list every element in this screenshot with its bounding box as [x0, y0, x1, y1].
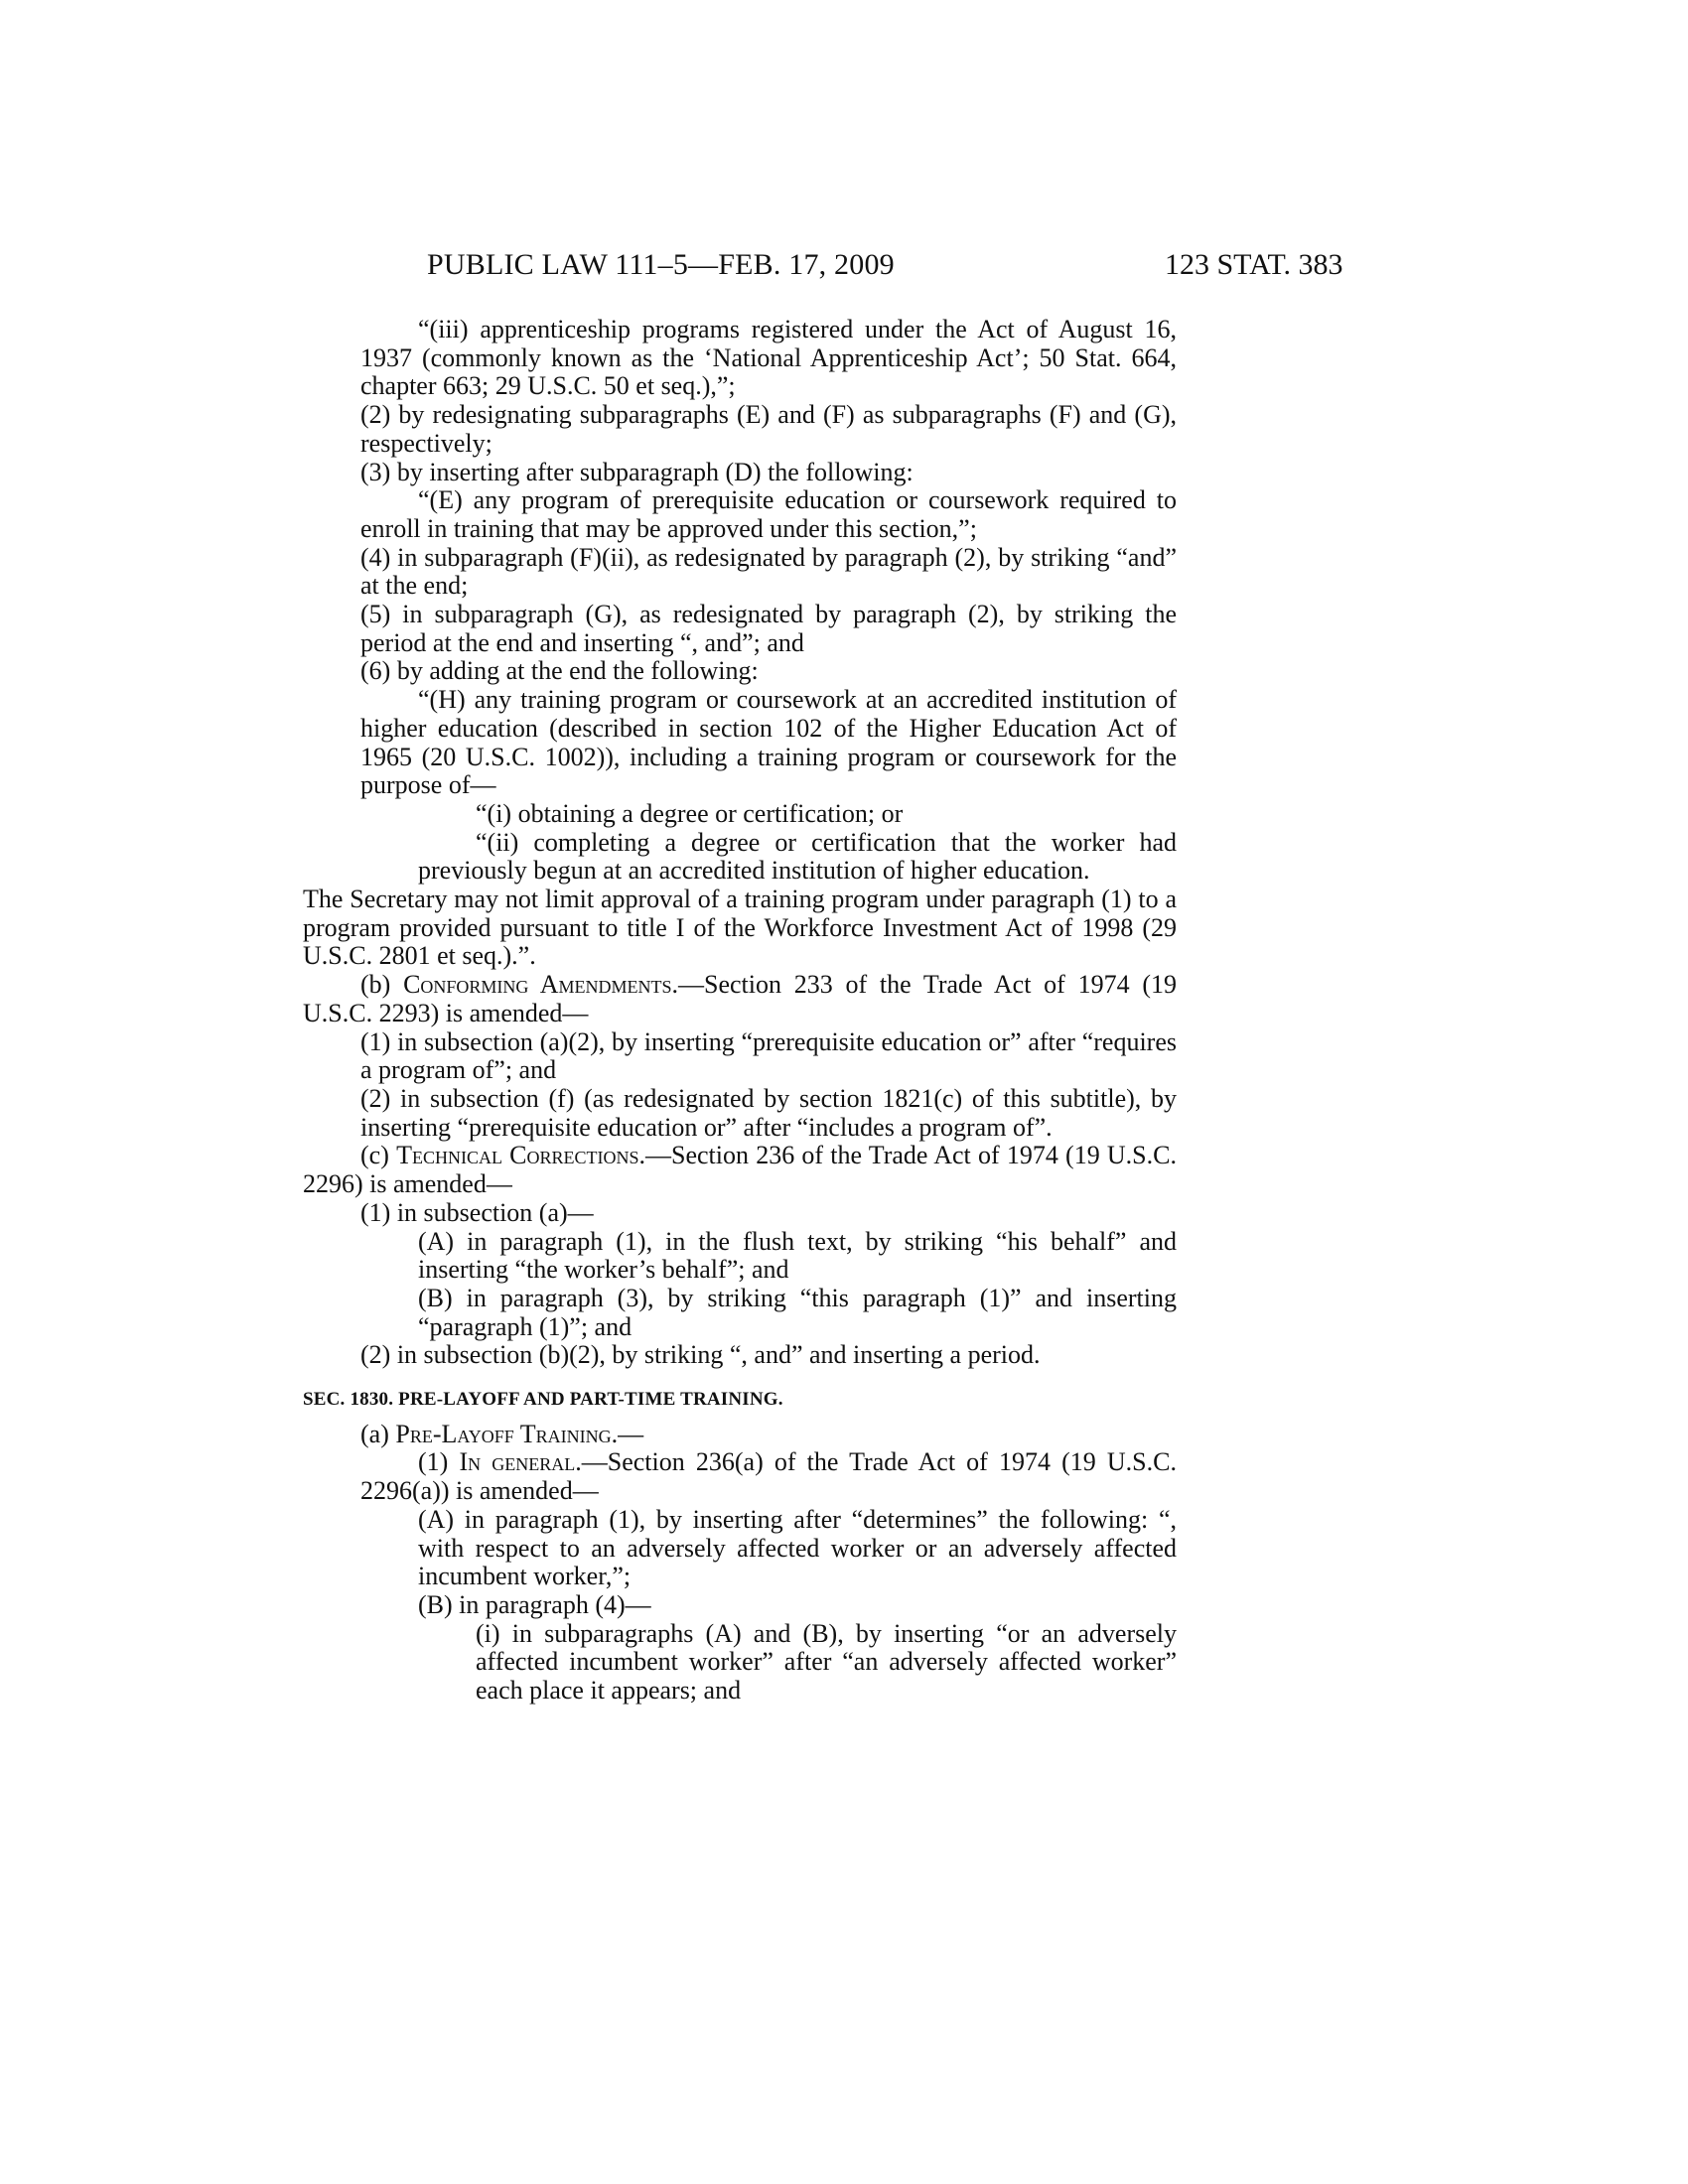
subsection-b-1: (1) in subsection (a)(2), by inserting “prerequisite education or” after “requires a program of”; and	[360, 1026, 1177, 1085]
subsection-c-1-A: (A) in paragraph (1), in the flush text, by striking “his behalf” and inserting “the worker’s behalf”; and	[418, 1226, 1177, 1285]
paragraph-H-ii: “(ii) completing a degree or certification that the worker had previously begun at an accredited institution of higher education.	[418, 827, 1177, 886]
subsection-a-1-text: Section 236(a) of the Trade Act of 1974 (19 U.S.C. 2296(a)) is amended—	[360, 1447, 1177, 1506]
subsection-b-text: Section 233 of the Trade Act of 1974 (19 U.S.C. 2293) is amended—	[303, 970, 1177, 1027]
subsection-a-1-prefix: (1)	[418, 1447, 460, 1477]
subsection-c-text: Section 236 of the Trade Act of 1974 (19 U.S.C. 2296) is amended—	[303, 1141, 1177, 1199]
subsection-c-1-B: (B) in paragraph (3), by striking “this paragraph (1)” and inserting “paragraph (1)”; and	[418, 1283, 1177, 1341]
subsection-a-heading: Pre-Layoff Training.	[395, 1419, 619, 1448]
subsection-a-prefix: (a)	[360, 1419, 396, 1448]
page-body	[303, 316, 1177, 1706]
paragraph-3: (3) by inserting after subparagraph (D) the following:	[360, 457, 914, 486]
subsection-a-1	[360, 1448, 1177, 1505]
subsection-b	[303, 971, 1177, 1027]
flush-text: The Secretary may not limit approval of a training program under paragraph (1) to a program provided pursuant to title I of the Workforce Investment Act of 1998 (29 U.S.C. 2801 et seq.).”.	[303, 885, 1177, 971]
subsection-c-prefix: (c)	[360, 1141, 397, 1170]
paragraph-H: “(H) any training program or coursework at an accredited institution of higher education (described in section 102 of the Higher Education Act of 1965 (20 U.S.C. 1002)), including a training program or coursework for the purpose of—	[360, 685, 1177, 800]
subsection-b-heading: Conforming Amendments.	[403, 970, 678, 1000]
subsection-c-1: (1) in subsection (a)—	[360, 1197, 594, 1227]
paragraph-5: (5) in subparagraph (G), as redesignated by paragraph (2), by striking the period at the end and inserting “, and”; and	[360, 600, 1177, 657]
header-stat-page: 123 STAT. 383	[1165, 248, 1343, 281]
paragraph-4: (4) in subparagraph (F)(ii), as redesignated by paragraph (2), by striking “and” at the end;	[360, 542, 1177, 601]
paragraph-H-i: “(i) obtaining a degree or certification; or	[476, 798, 904, 828]
subsection-c-2: (2) in subsection (b)(2), by striking “, and” and inserting a period.	[360, 1340, 1041, 1370]
subsection-a-dash: —	[618, 1419, 644, 1448]
subsection-b-prefix: (b)	[360, 970, 404, 1000]
paragraph-2-text: (2) by redesignating subparagraphs (E) and (F) as subparagraphs (F) and (G), respectively;	[360, 400, 1177, 458]
subsection-b-dash: —	[678, 970, 704, 1000]
subsection-c-heading: Technical Corrections.	[396, 1141, 645, 1170]
subsection-a-1-B: (B) in paragraph (4)—	[418, 1589, 651, 1619]
subsection-a	[303, 1421, 1177, 1449]
subsection-b-2: (2) in subsection (f) (as redesignated by section 1821(c) of this subtitle), by inserting “prerequisite education or” after “includes a program of”.	[360, 1083, 1177, 1142]
subsection-c-dash: —	[645, 1141, 671, 1170]
paragraph-iii: “(iii) apprenticeship programs registered under the Act of August 16, 1937 (commonly known as the ‘National Apprenticeship Act’; 50 Stat. 664, chapter 663; 29 U.S.C. 50 et seq.),”;	[360, 315, 1177, 401]
subsection-a-1-dash: —	[581, 1447, 608, 1477]
subsection-a-1-heading: In general.	[459, 1447, 582, 1477]
subsection-a-1-B-i: (i) in subparagraphs (A) and (B), by inserting “or an adversely affected incumbent worker” after “an adversely affected worker” each place it appears; and	[476, 1618, 1177, 1706]
paragraph-6: (6) by adding at the end the following:	[360, 656, 759, 686]
paragraph-2	[360, 401, 1177, 458]
section-heading-1830: SEC. 1830. PRE-LAYOFF AND PART-TIME TRAINING.	[303, 1389, 783, 1411]
paragraph-E: “(E) any program of prerequisite education or coursework required to enroll in training that may be approved under this section,”;	[360, 485, 1177, 543]
header-title: PUBLIC LAW 111–5—FEB. 17, 2009	[427, 248, 895, 281]
running-header	[0, 248, 1688, 288]
subsection-a-1-A: (A) in paragraph (1), by inserting after “determines” the following: “, with respect to an adversely affected worker or an adversely affected incumbent worker,”;	[418, 1504, 1177, 1591]
subsection-c	[303, 1142, 1177, 1198]
